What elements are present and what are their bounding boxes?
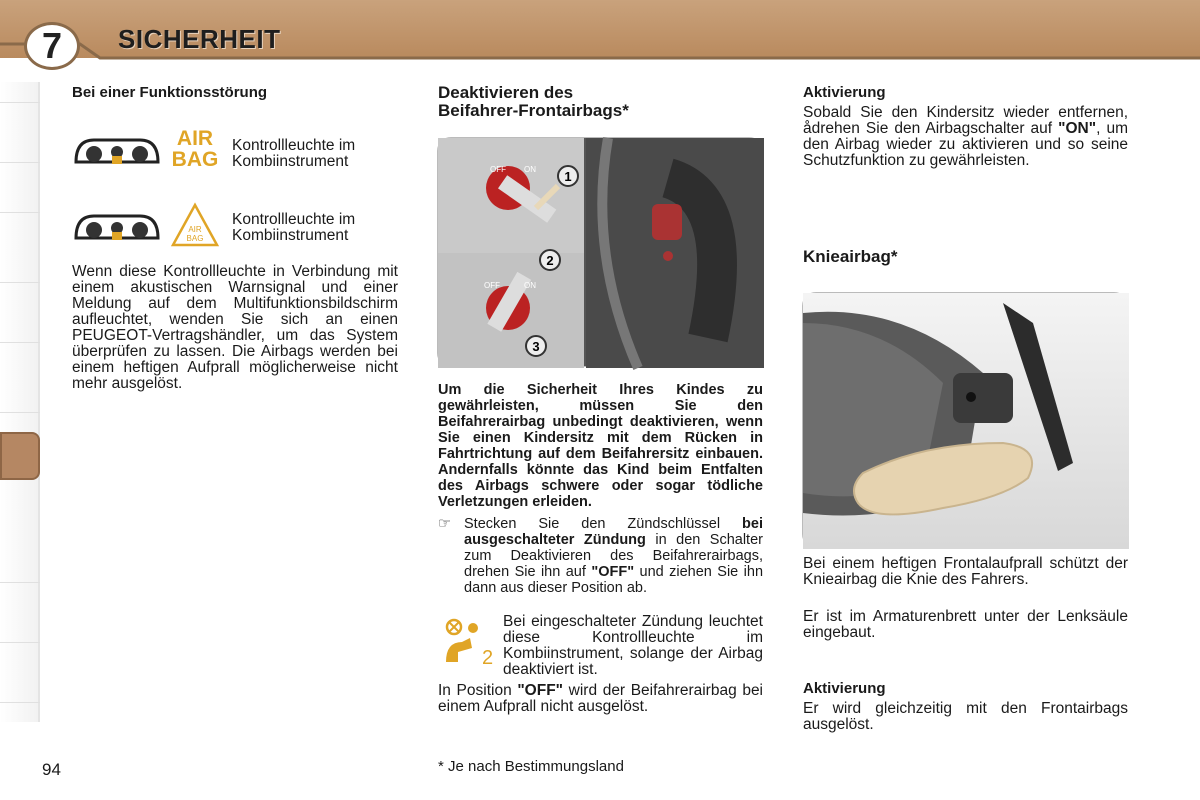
activation-text: Sobald Sie den Kindersitz wieder entfernen, ådrehen Sie den Airbagschalter auf "ON", um den Airbag wieder zu aktivieren und so seine Schutzfunktion zu gewährleisten.: [803, 104, 1128, 169]
malfunction-heading: Bei einer Funktionsstörung: [72, 84, 268, 101]
knee-airbag-text-2: Er ist im Armaturenbrett unter der Lenksäule eingebaut.: [803, 608, 1128, 641]
chapter-tab-rail: [0, 82, 40, 722]
footnote: * Je nach Bestimmungsland: [438, 758, 624, 775]
activation-heading-2: Aktivierung: [803, 680, 886, 697]
page-number: 94: [42, 760, 61, 779]
svg-text:OFF: OFF: [484, 281, 500, 290]
activation-heading: Aktivierung: [803, 84, 886, 101]
airbag-switch-photo: [437, 137, 763, 367]
svg-text:3: 3: [532, 339, 540, 354]
svg-text:1: 1: [564, 169, 572, 184]
item2-text: Kontrollleuchte im Kombiinstrument: [232, 211, 356, 244]
svg-text:AIR: AIR: [188, 225, 202, 234]
knee-airbag-text-1: Bei einem heftigen Frontalaufprall schützt der Knieairbag die Knie des Fahrers.: [803, 555, 1128, 588]
svg-text:OFF: OFF: [490, 165, 506, 174]
pointing-hand-icon: ☞: [438, 516, 451, 532]
malfunction-body: Wenn diese Kontrollleuchte in Verbindung mit einem akustischen Warnsignal und einer Meldung auf dem Multifunktionsbildschirm aufleuchtet, wenden Sie sich an einen PEUGEOT-Vertragshändler, um das System überprüfen zu lassen. Die Airbags werden bei einem heftigen Aufprall möglicherweise nicht mehr ausgelöst.: [72, 263, 398, 392]
lamp-explanation: Bei eingeschalteter Zündung leuchtet diese Kontrollleuchte im Kombiinstrument, solange der Airbag deaktiviert ist.: [503, 613, 763, 678]
svg-text:2: 2: [482, 647, 494, 669]
child-safety-warning: Um die Sicherheit Ihres Kindes zu gewährleisten, müssen Sie den Beifahrerairbag unbedingt deaktivieren, wenn Sie einen Kindersitz mit dem Rücken in Fahrtrichtung auf dem Beifahrersitz einbauen. Andernfalls könnte das Kind beim Entfalten des Airbags schwere oder sogar tödliche Verletzungen erleiden.: [438, 382, 763, 510]
chapter-tab-active[interactable]: [0, 432, 40, 480]
off-position-text: In Position "OFF" wird der Beifahrerairbag bei einem Aufprall nicht ausgelöst.: [438, 682, 764, 715]
activation-text-2: Er wird gleichzeitig mit den Frontairbags ausgelöst.: [803, 700, 1128, 733]
passenger-airbag-off-icon: [440, 618, 494, 669]
svg-text:2: 2: [546, 253, 554, 268]
svg-text:BAG: BAG: [186, 234, 204, 243]
instrument-cluster-icon: [72, 132, 162, 172]
deactivate-heading: Deaktivieren des Beifahrer-Frontairbags*: [438, 83, 629, 120]
airbag-warning-icon: AIR BAG: [171, 127, 219, 171]
svg-text:ON: ON: [524, 281, 536, 290]
svg-text:ON: ON: [524, 165, 536, 174]
knee-airbag-photo: [802, 292, 1128, 548]
instruction-bullet: ☞ Stecken Sie den Zündschlüssel bei ausgeschalteter Zündung in den Schalter zum Deaktivieren des Beifahrerairbags, drehen Sie ihn auf "OFF" und ziehen Sie ihn dann aus dieser Position ab.: [438, 516, 764, 596]
page-title: SICHERHEIT: [118, 24, 281, 54]
airbag-triangle-icon: [170, 202, 220, 248]
knee-airbag-heading: Knieairbag*: [803, 247, 898, 266]
item1-text: Kontrollleuchte im Kombiinstrument: [232, 137, 356, 170]
instrument-cluster-icon-2: [72, 208, 162, 248]
chapter-number: 7: [24, 22, 80, 70]
